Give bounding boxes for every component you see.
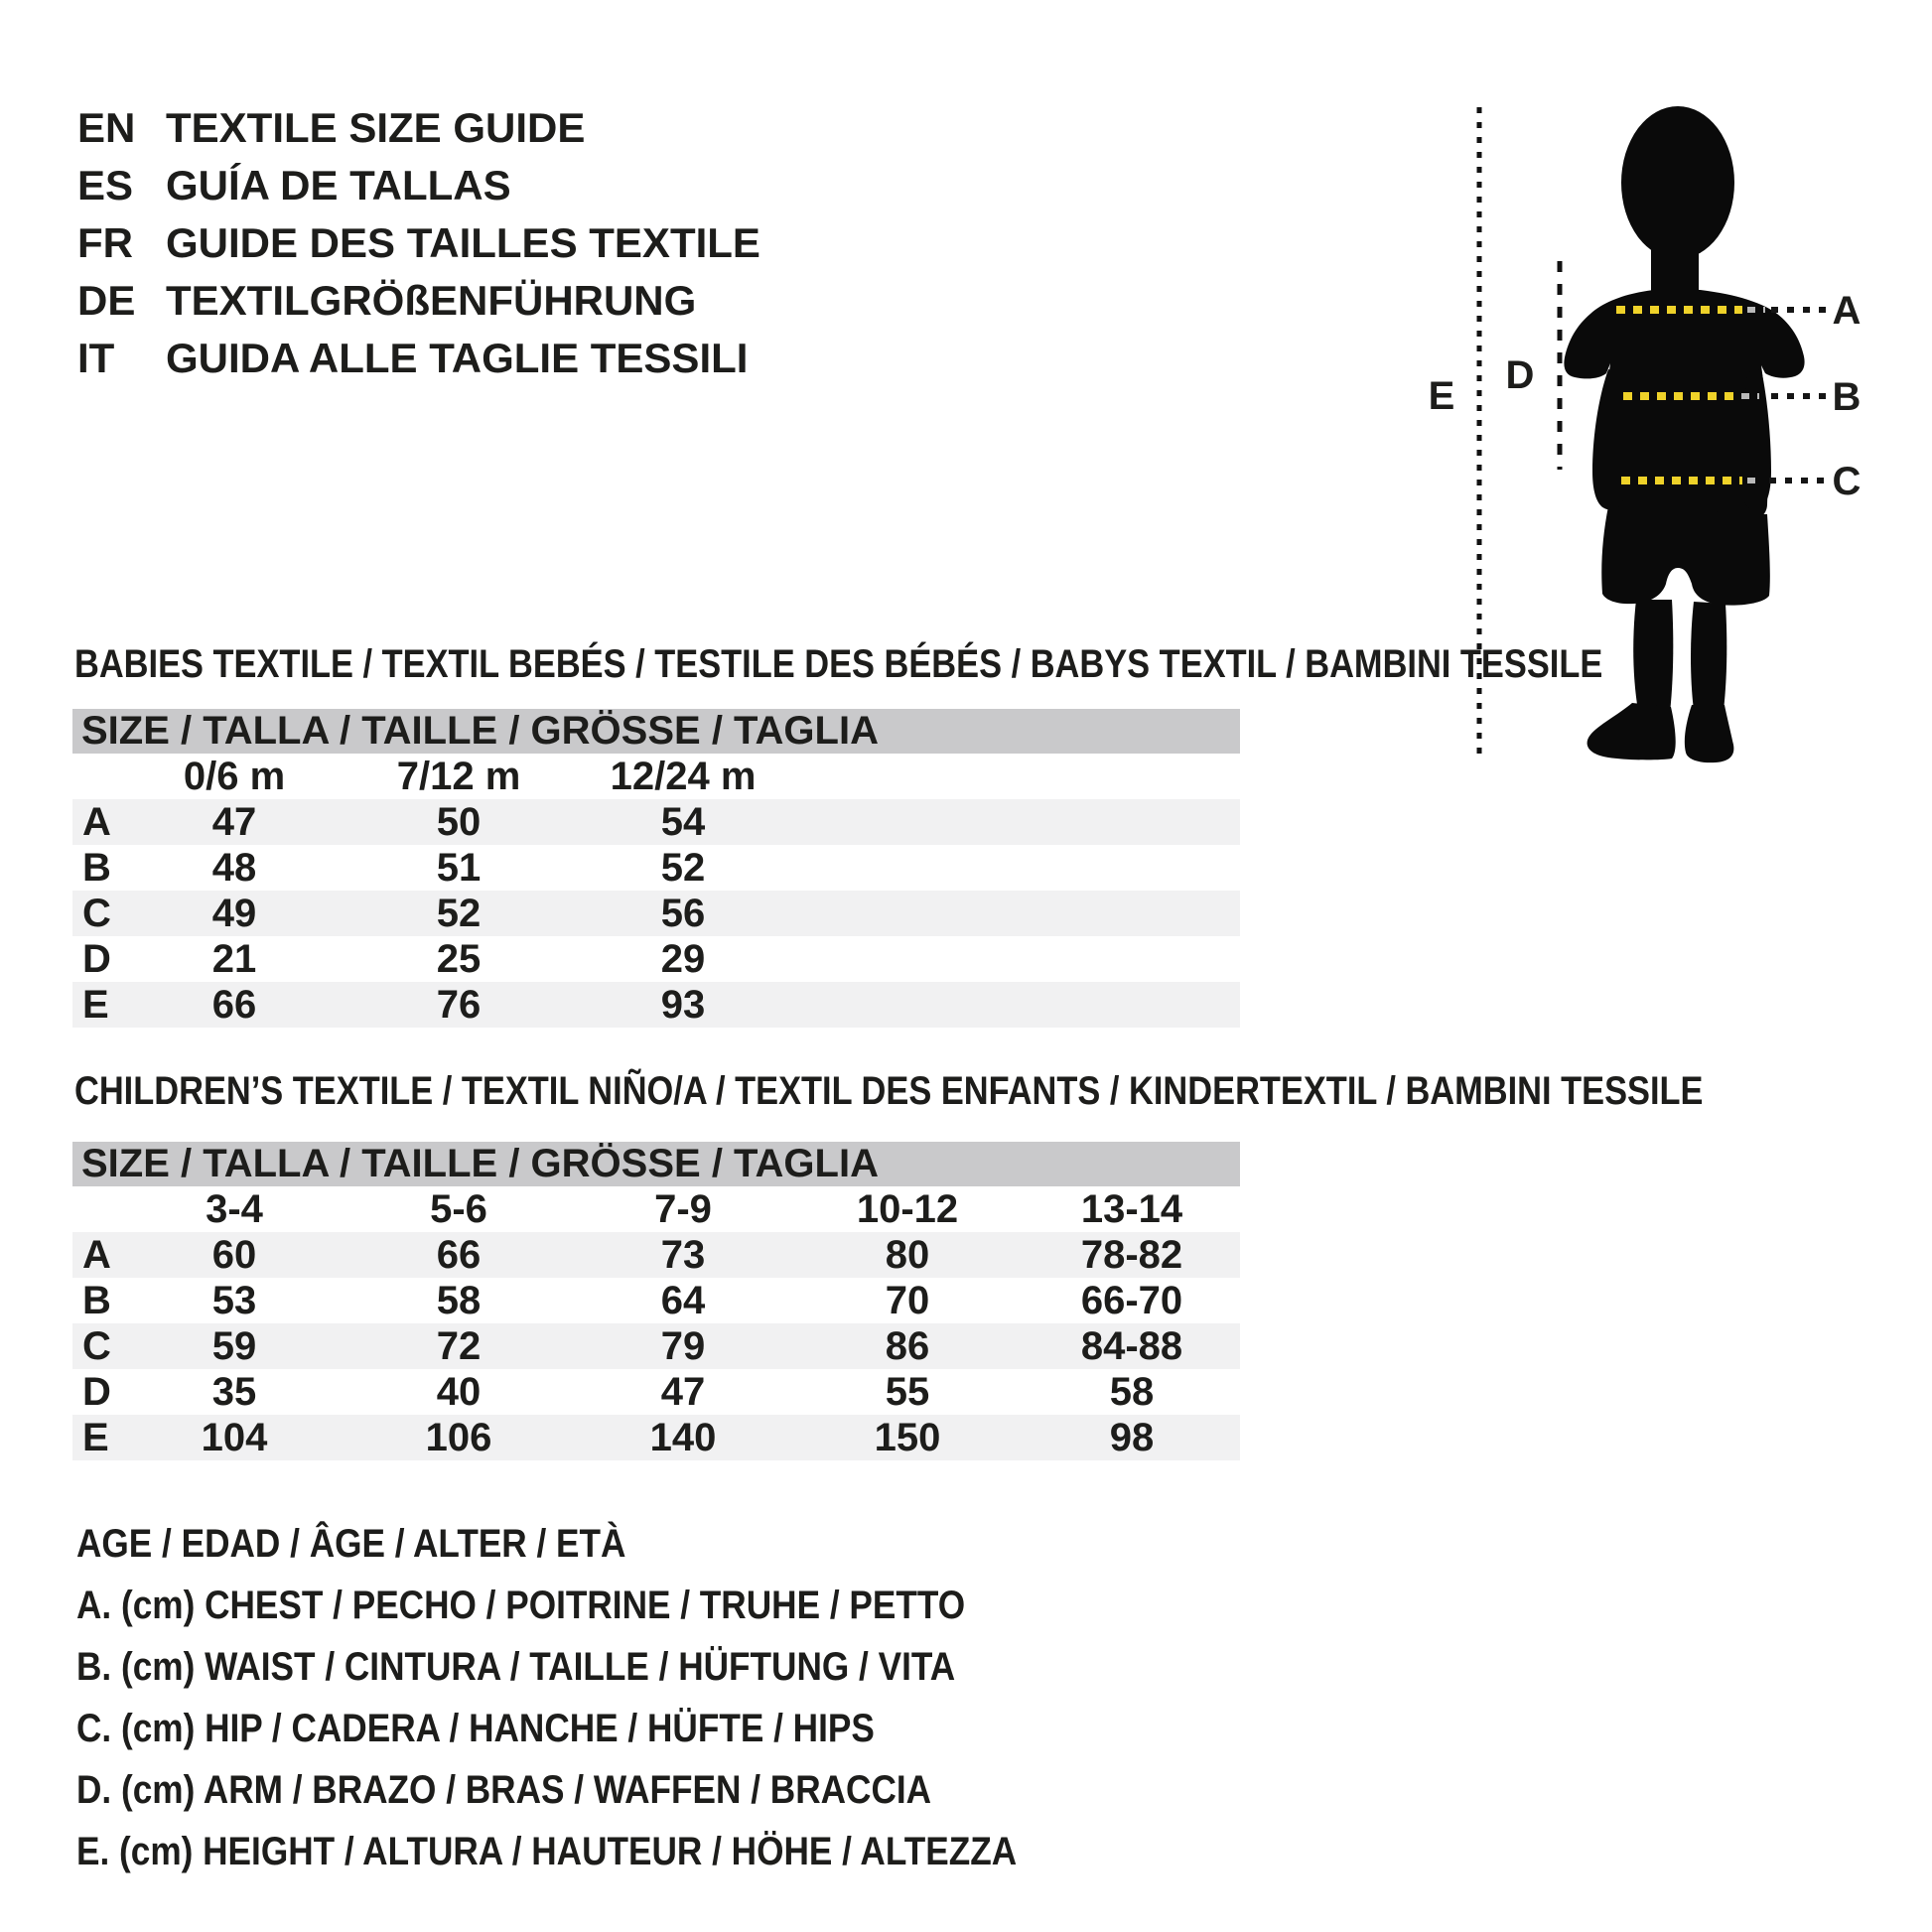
row-label: B — [82, 1278, 111, 1322]
lang-code: ES — [77, 162, 134, 208]
cell: 78-82 — [1080, 1232, 1183, 1277]
cell: 29 — [660, 936, 706, 981]
cell: 21 — [211, 936, 257, 981]
cell: 72 — [436, 1323, 482, 1368]
lang-title: GUIDA ALLE TAGLIE TESSILI — [166, 335, 749, 381]
cell: 54 — [660, 799, 706, 844]
legend-height: E. (cm) HEIGHT / ALTURA / HAUTEUR / HÖHE / ALTEZZA — [76, 1830, 1018, 1873]
cell: 84-88 — [1080, 1323, 1183, 1368]
lang-row-en — [77, 99, 760, 157]
cell: 49 — [211, 891, 257, 935]
column-header: 7-9 — [654, 1186, 712, 1231]
lang-code: IT — [77, 335, 115, 381]
column-header: 10-12 — [856, 1186, 959, 1231]
lang-code: EN — [77, 104, 136, 151]
table-row — [72, 1415, 1240, 1460]
lang-row-es — [77, 157, 760, 214]
children-section-title: CHILDREN’S TEXTILE / TEXTIL NIÑO/A / TEXTIL DES ENFANTS / KINDERTEXTIL / BAMBINI TESSILE — [74, 1069, 1704, 1113]
babies-size-header-bar: SIZE / TALLA / TAILLE / GRÖSSE / TAGLIA — [72, 709, 1240, 754]
legend-age: AGE / EDAD / ÂGE / ALTER / ETÀ — [76, 1522, 626, 1566]
cell: 51 — [436, 845, 482, 890]
column-header: 5-6 — [430, 1186, 487, 1231]
row-label: D — [82, 1369, 111, 1414]
cell: 40 — [436, 1369, 482, 1414]
table-row — [72, 1323, 1240, 1369]
column-header: 13-14 — [1080, 1186, 1183, 1231]
waist-label: B — [1832, 375, 1862, 419]
table-row — [72, 891, 1240, 936]
lang-title: GUIDE DES TAILLES TEXTILE — [166, 219, 760, 266]
legend-chest: A. (cm) CHEST / PECHO / POITRINE / TRUHE / PETTO — [76, 1584, 966, 1627]
cell: 98 — [1109, 1415, 1155, 1459]
babies-column-header-row — [72, 754, 1240, 799]
lang-title: TEXTILE SIZE GUIDE — [166, 104, 586, 151]
lang-code: FR — [77, 219, 133, 266]
cell: 140 — [649, 1415, 717, 1459]
row-label: D — [82, 936, 111, 981]
legend-arm: D. (cm) ARM / BRAZO / BRAS / WAFFEN / BRACCIA — [76, 1768, 932, 1812]
row-label: E — [82, 1415, 109, 1459]
cell: 80 — [885, 1232, 930, 1277]
lang-code: DE — [77, 277, 136, 324]
cell: 53 — [211, 1278, 257, 1322]
row-label: A — [82, 1232, 111, 1277]
cell: 79 — [660, 1323, 706, 1368]
table-row — [72, 845, 1240, 891]
cell: 25 — [436, 936, 482, 981]
cell: 58 — [436, 1278, 482, 1322]
cell: 52 — [660, 845, 706, 890]
cell: 64 — [660, 1278, 706, 1322]
cell: 93 — [660, 982, 706, 1027]
table-row — [72, 936, 1240, 982]
row-label: B — [82, 845, 111, 890]
row-label: E — [82, 982, 109, 1027]
cell: 35 — [211, 1369, 257, 1414]
babies-section-title: BABIES TEXTILE / TEXTIL BEBÉS / TESTILE DES BÉBÉS / BABYS TEXTIL / BAMBINI TESSILE — [74, 642, 1603, 686]
column-header: 3-4 — [206, 1186, 263, 1231]
height-label: E — [1428, 374, 1455, 418]
arm-label: D — [1505, 353, 1535, 397]
cell: 73 — [660, 1232, 706, 1277]
table-row — [72, 1369, 1240, 1415]
cell: 58 — [1109, 1369, 1155, 1414]
column-header: 7/12 m — [396, 754, 521, 798]
hip-label: C — [1832, 460, 1862, 503]
lang-title: GUÍA DE TALLAS — [166, 162, 511, 208]
column-header: 0/6 m — [183, 754, 286, 798]
lang-title: TEXTILGRÖßENFÜHRUNG — [166, 277, 697, 324]
measurement-legend — [76, 1513, 1145, 1882]
cell: 55 — [885, 1369, 930, 1414]
cell: 59 — [211, 1323, 257, 1368]
child-measurement-figure — [1370, 79, 1926, 794]
children-column-header-row — [72, 1186, 1240, 1232]
cell: 52 — [436, 891, 482, 935]
cell: 50 — [436, 799, 482, 844]
cell: 47 — [660, 1369, 706, 1414]
cell: 48 — [211, 845, 257, 890]
table-row — [72, 982, 1240, 1028]
cell: 106 — [425, 1415, 492, 1459]
cell: 76 — [436, 982, 482, 1027]
language-title-block — [77, 99, 760, 387]
legend-hip: C. (cm) HIP / CADERA / HANCHE / HÜFTE / HIPS — [76, 1707, 875, 1750]
cell: 66 — [436, 1232, 482, 1277]
children-size-header-bar: SIZE / TALLA / TAILLE / GRÖSSE / TAGLIA — [72, 1142, 1240, 1186]
chest-label: A — [1832, 289, 1862, 333]
cell: 56 — [660, 891, 706, 935]
cell: 104 — [201, 1415, 268, 1459]
lang-row-it — [77, 330, 760, 387]
cell: 86 — [885, 1323, 930, 1368]
row-label: C — [82, 891, 111, 935]
cell: 150 — [874, 1415, 941, 1459]
table-row — [72, 1278, 1240, 1323]
cell: 70 — [885, 1278, 930, 1322]
cell: 66-70 — [1080, 1278, 1183, 1322]
children-size-table — [72, 1142, 1240, 1460]
table-row — [72, 1232, 1240, 1278]
row-label: C — [82, 1323, 111, 1368]
column-header: 12/24 m — [610, 754, 757, 798]
babies-size-table — [72, 709, 1240, 1028]
cell: 66 — [211, 982, 257, 1027]
table-row — [72, 799, 1240, 845]
row-label: A — [82, 799, 111, 844]
cell: 60 — [211, 1232, 257, 1277]
lang-row-fr — [77, 214, 760, 272]
lang-row-de — [77, 272, 760, 330]
legend-waist: B. (cm) WAIST / CINTURA / TAILLE / HÜFTUNG / VITA — [76, 1645, 956, 1689]
cell: 47 — [211, 799, 257, 844]
